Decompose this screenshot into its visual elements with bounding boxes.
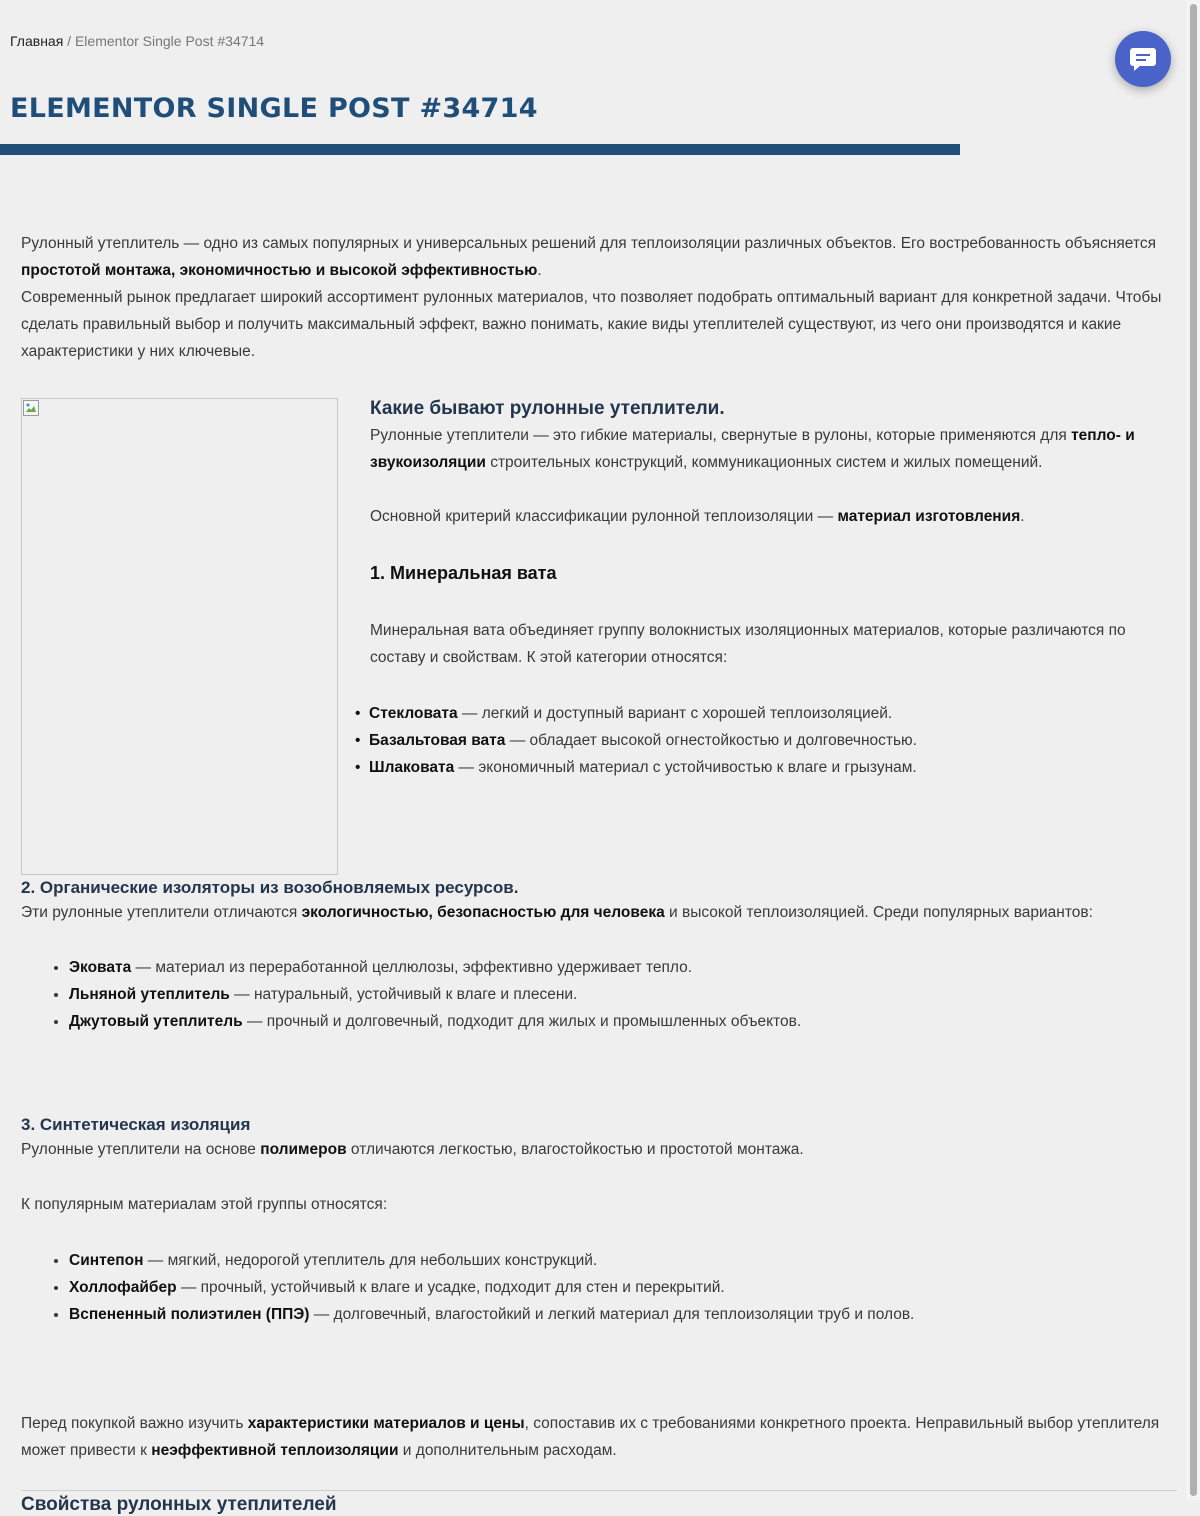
list-item: • Вспененный полиэтилен (ППЭ) — долговечный, влагостойкий и легкий материал для теплоизоляции труб и полов.: [69, 1301, 1177, 1328]
organic-heading: 2. Органические изоляторы из возобновляемых ресурсов.: [21, 878, 519, 897]
synthetic-heading: 3. Синтетическая изоляция: [21, 1115, 251, 1134]
organic-paragraph: Эти рулонные утеплители отличаются экологичностью, безопасностью для человека и высокой теплоизоляцией. Среди популярных вариантов:: [21, 904, 1093, 921]
mineral-list: [369, 700, 1178, 781]
breadcrumb-separator: /: [63, 33, 75, 49]
types-section: [21, 395, 1177, 875]
synthetic-paragraph: Рулонные утеплители на основе полимеров отличаются легкостью, влагостойкостью и простотой монтажа.: [21, 1141, 804, 1158]
intro-paragraph-2: Современный рынок предлагает широкий ассортимент рулонных материалов, что позволяет подобрать оптимальный вариант для конкретной задачи. Чтобы сделать правильный выбор и получить максимальный эффект, важно понимать, какие виды утеплителей существуют, из чего они производятся и какие характеристики у них ключевые.: [21, 289, 1162, 360]
list-item: • Льняной утеплитель — натуральный, устойчивый к влаге и плесени.: [69, 981, 1177, 1008]
article-image: [21, 398, 338, 875]
mineral-paragraph: Минеральная вата объединяет группу волокнистых изоляционных материалов, которые различаются по составу и свойствам. К этой категории относятся:: [370, 622, 1126, 666]
properties-heading: Свойства рулонных утеплителей: [21, 1494, 337, 1515]
breadcrumb: [10, 33, 264, 49]
list-item: • Шлаковата — экономичный материал с устойчивостью к влаге и грызунам.: [369, 754, 1178, 781]
chat-button[interactable]: [1115, 31, 1171, 87]
list-item: • Базальтовая вата — обладает высокой огнестойкостью и долговечностью.: [369, 727, 1178, 754]
synthetic-list: [21, 1247, 1177, 1328]
organic-section: [21, 877, 1177, 1035]
scrollbar-thumb[interactable]: [1190, 4, 1197, 1496]
types-paragraph-1: Рулонные утеплители — это гибкие материалы, свернутые в рулоны, которые применяются для тепло- и звукоизоляции строительных конструкций, коммуникационных систем и жилых помещений.: [370, 427, 1135, 471]
list-item: • Джутовый утеплитель — прочный и долговечный, подходит для жилых и промышленных объектов.: [69, 1008, 1177, 1035]
breadcrumb-home-link[interactable]: Главная: [10, 33, 64, 49]
post-content: [21, 230, 1177, 1516]
list-item: • Холлофайбер — прочный, устойчивый к влаге и усадке, подходит для стен и перекрытий.: [69, 1274, 1177, 1301]
synthetic-paragraph-2: К популярным материалам этой группы относятся:: [21, 1196, 388, 1213]
synthetic-section: [21, 1114, 1177, 1328]
page-scrollbar[interactable]: [1186, 0, 1200, 1500]
chat-bubble-icon: [1128, 45, 1158, 73]
intro-section: [21, 230, 1177, 365]
page-title: ELEMENTOR SINGLE POST #34714: [10, 93, 538, 124]
types-text-column: [370, 395, 1178, 781]
breadcrumb-current: Elementor Single Post #34714: [74, 33, 265, 49]
title-underline-bar: [0, 144, 960, 155]
mineral-heading: 1. Минеральная вата: [370, 563, 557, 583]
types-paragraph-2: Основной критерий классификации рулонной теплоизоляции — материал изготовления.: [370, 508, 1025, 525]
list-item: • Эковата — материал из переработанной целлюлозы, эффективно удерживает тепло.: [69, 954, 1177, 981]
list-item: • Стекловата — легкий и доступный вариант с хорошей теплоизоляцией.: [369, 700, 1178, 727]
organic-list: [21, 954, 1177, 1035]
list-item: • Синтепон — мягкий, недорогой утеплитель для небольших конструкций.: [69, 1247, 1177, 1274]
conclusion-paragraph: Перед покупкой важно изучить характеристики материалов и цены, сопоставив их с требованиями конкретного проекта. Неправильный выбор утеплителя может привести к неэффективной теплоизоляции и дополнительным расходам.: [21, 1415, 1160, 1459]
broken-image-icon: [23, 400, 39, 416]
types-heading: Какие бывают рулонные утеплители.: [370, 398, 725, 419]
section-divider: [21, 1490, 1177, 1491]
intro-paragraph-1: Рулонный утеплитель — одно из самых популярных и универсальных решений для теплоизоляции различных объектов. Его востребованность объясняется простотой монтажа, экономичностью и высокой эффективностью.: [21, 235, 1156, 279]
